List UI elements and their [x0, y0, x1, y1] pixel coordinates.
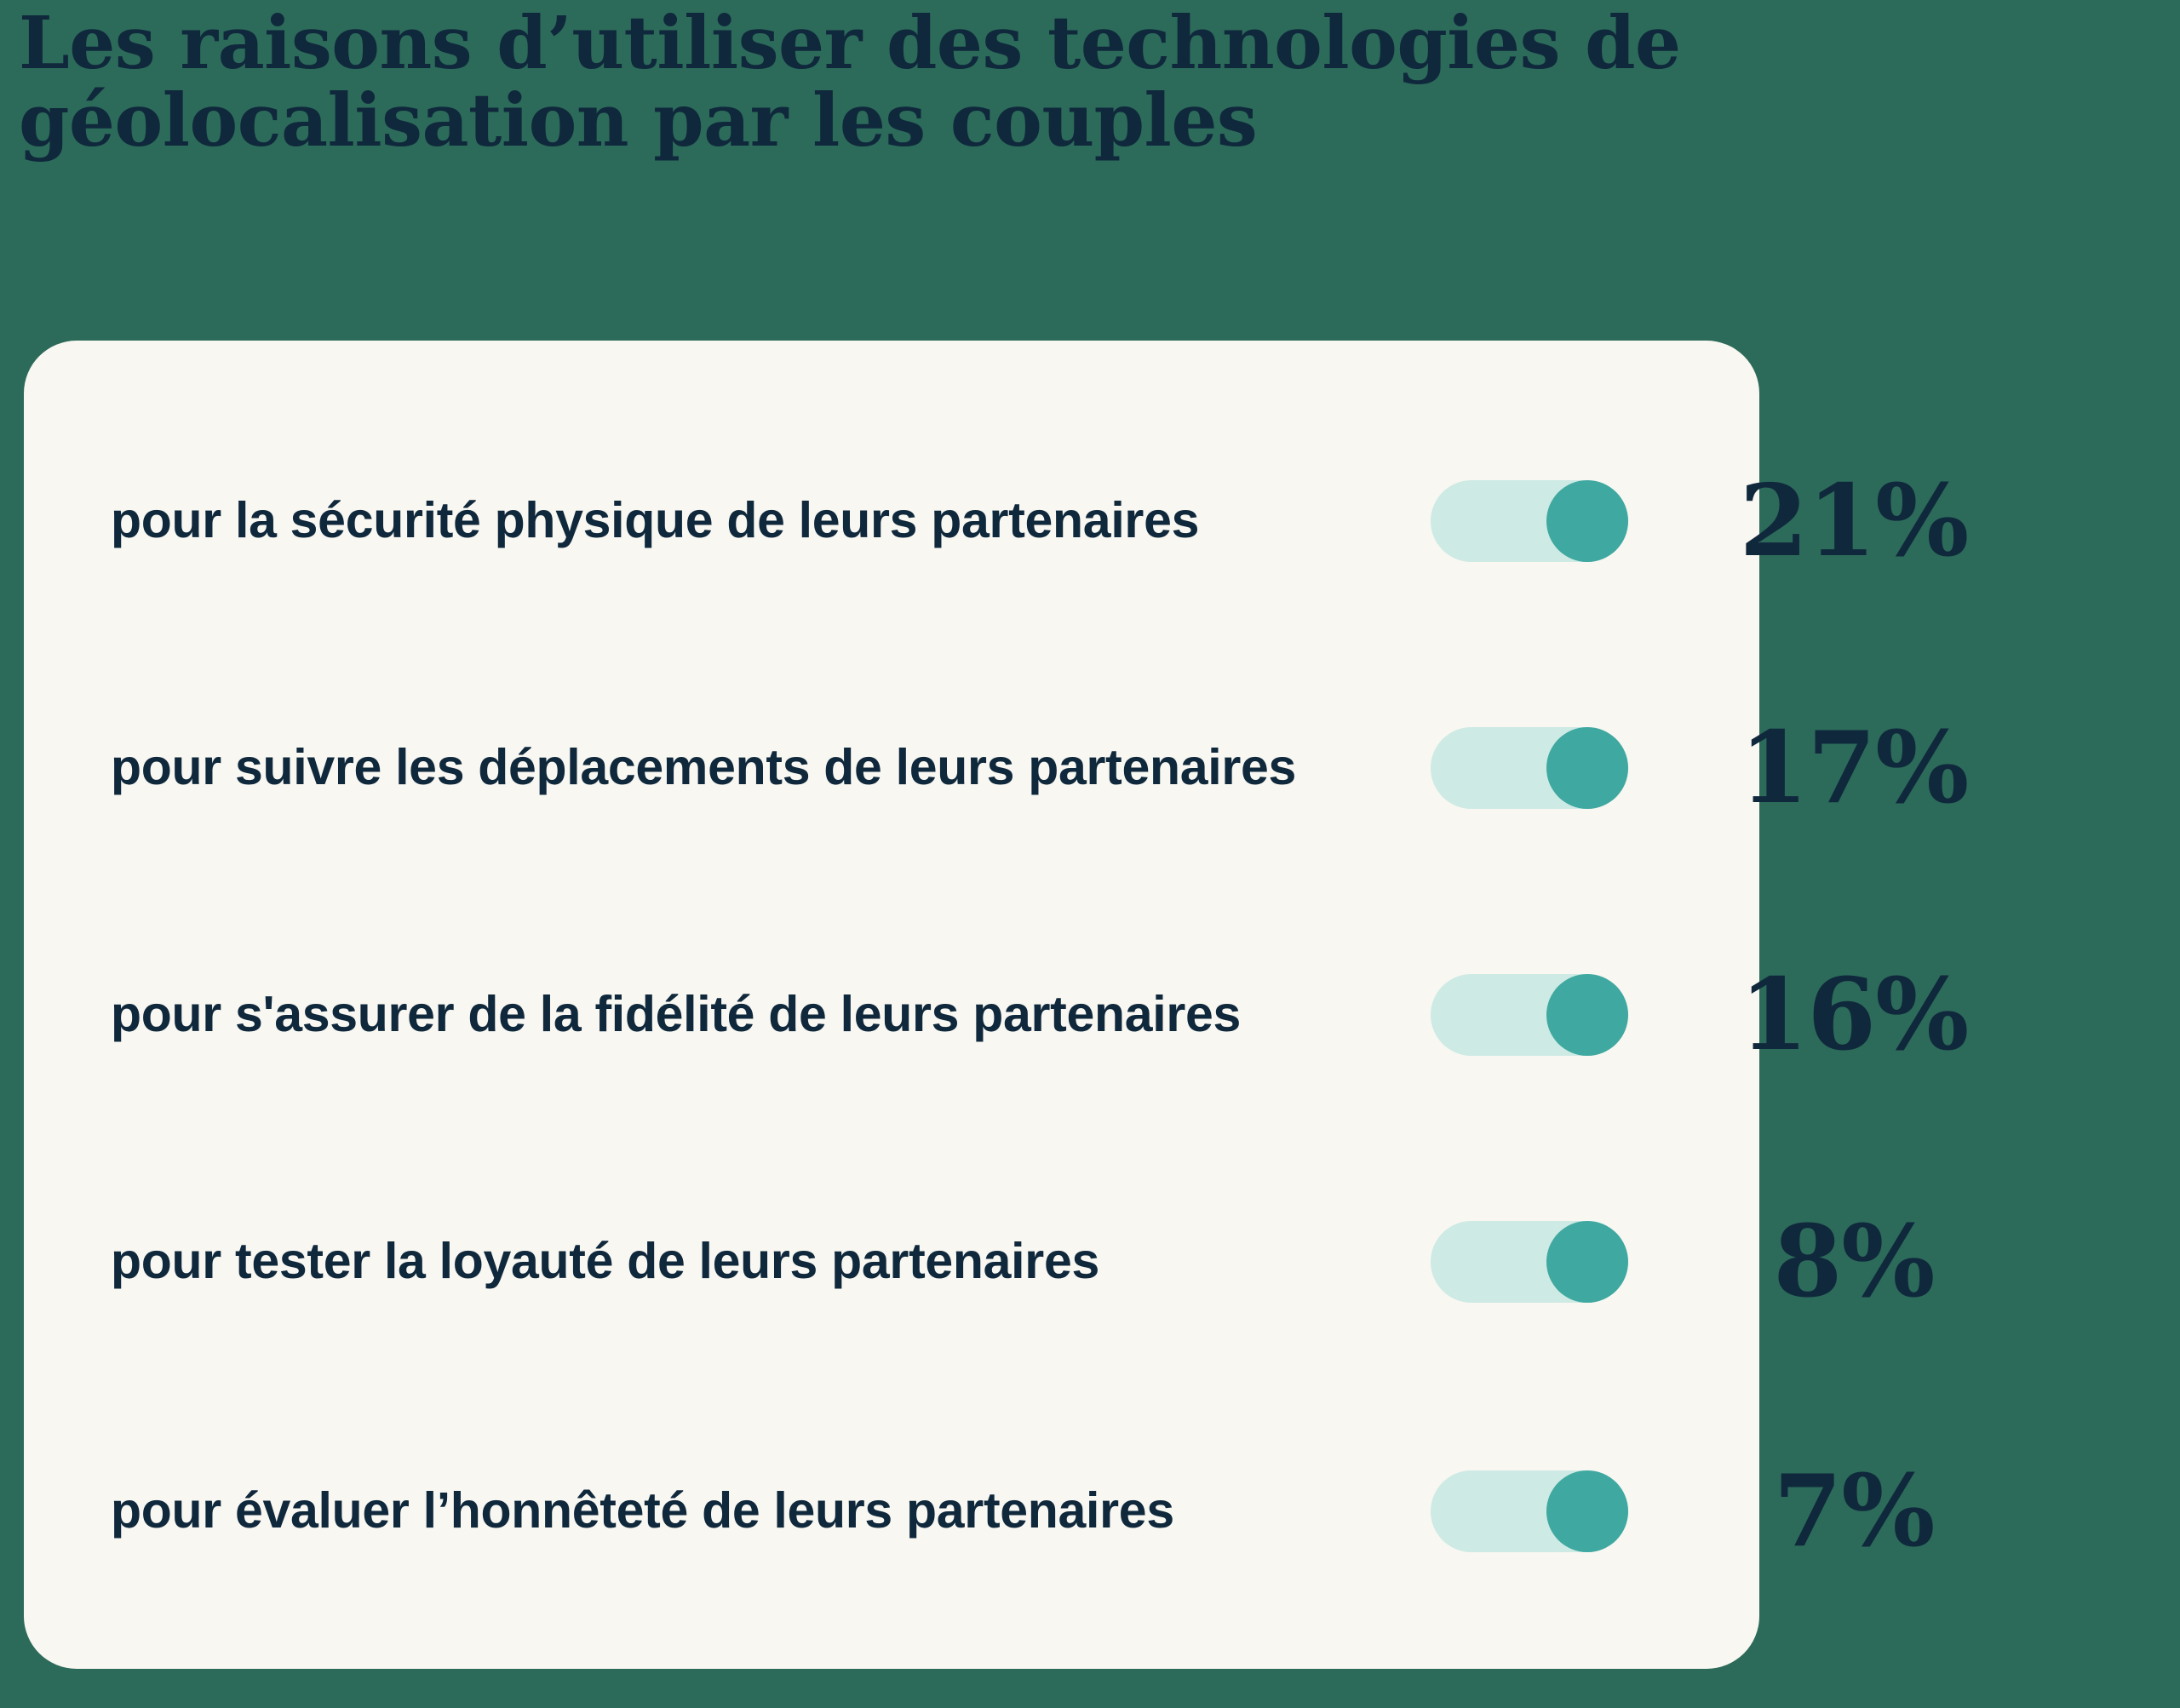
percentage-value: 7%: [1773, 1453, 1935, 1569]
percentage-value: 17%: [1739, 710, 1969, 826]
toggle-switch-on[interactable]: [1431, 974, 1628, 1056]
toggle-switch-on[interactable]: [1431, 480, 1628, 562]
list-item: [111, 666, 2129, 870]
percentage-value: 8%: [1773, 1204, 1935, 1320]
toggle-knob-icon: [1546, 727, 1628, 809]
reason-label: pour évaluer l’honnêteté de leurs partenaires: [111, 1482, 1174, 1539]
percentage-value: 21%: [1739, 463, 1969, 579]
reason-label: pour tester la loyauté de leurs partenaires: [111, 1233, 1099, 1290]
list-item: [111, 913, 2129, 1117]
toggle-knob-icon: [1546, 480, 1628, 562]
toggle-knob-icon: [1546, 974, 1628, 1056]
toggle-switch-on[interactable]: [1431, 1221, 1628, 1303]
reason-label: pour suivre les déplacements de leurs partenaires: [111, 739, 1297, 796]
toggle-knob-icon: [1546, 1470, 1628, 1552]
reason-label: pour la sécurité physique de leurs partenaires: [111, 492, 1200, 549]
page-title: Les raisons d’utiliser des technologies de géolocalisation par les couples: [19, 1, 1681, 163]
reason-label: pour s'assurer de la fidélité de leurs partenaires: [111, 986, 1242, 1043]
list-item: [111, 1160, 2129, 1364]
percentage-value: 16%: [1739, 957, 1969, 1073]
toggle-switch-on[interactable]: [1431, 1470, 1628, 1552]
list-item: [111, 1409, 2129, 1613]
list-item: [111, 419, 2129, 623]
toggle-knob-icon: [1546, 1221, 1628, 1303]
toggle-switch-on[interactable]: [1431, 727, 1628, 809]
